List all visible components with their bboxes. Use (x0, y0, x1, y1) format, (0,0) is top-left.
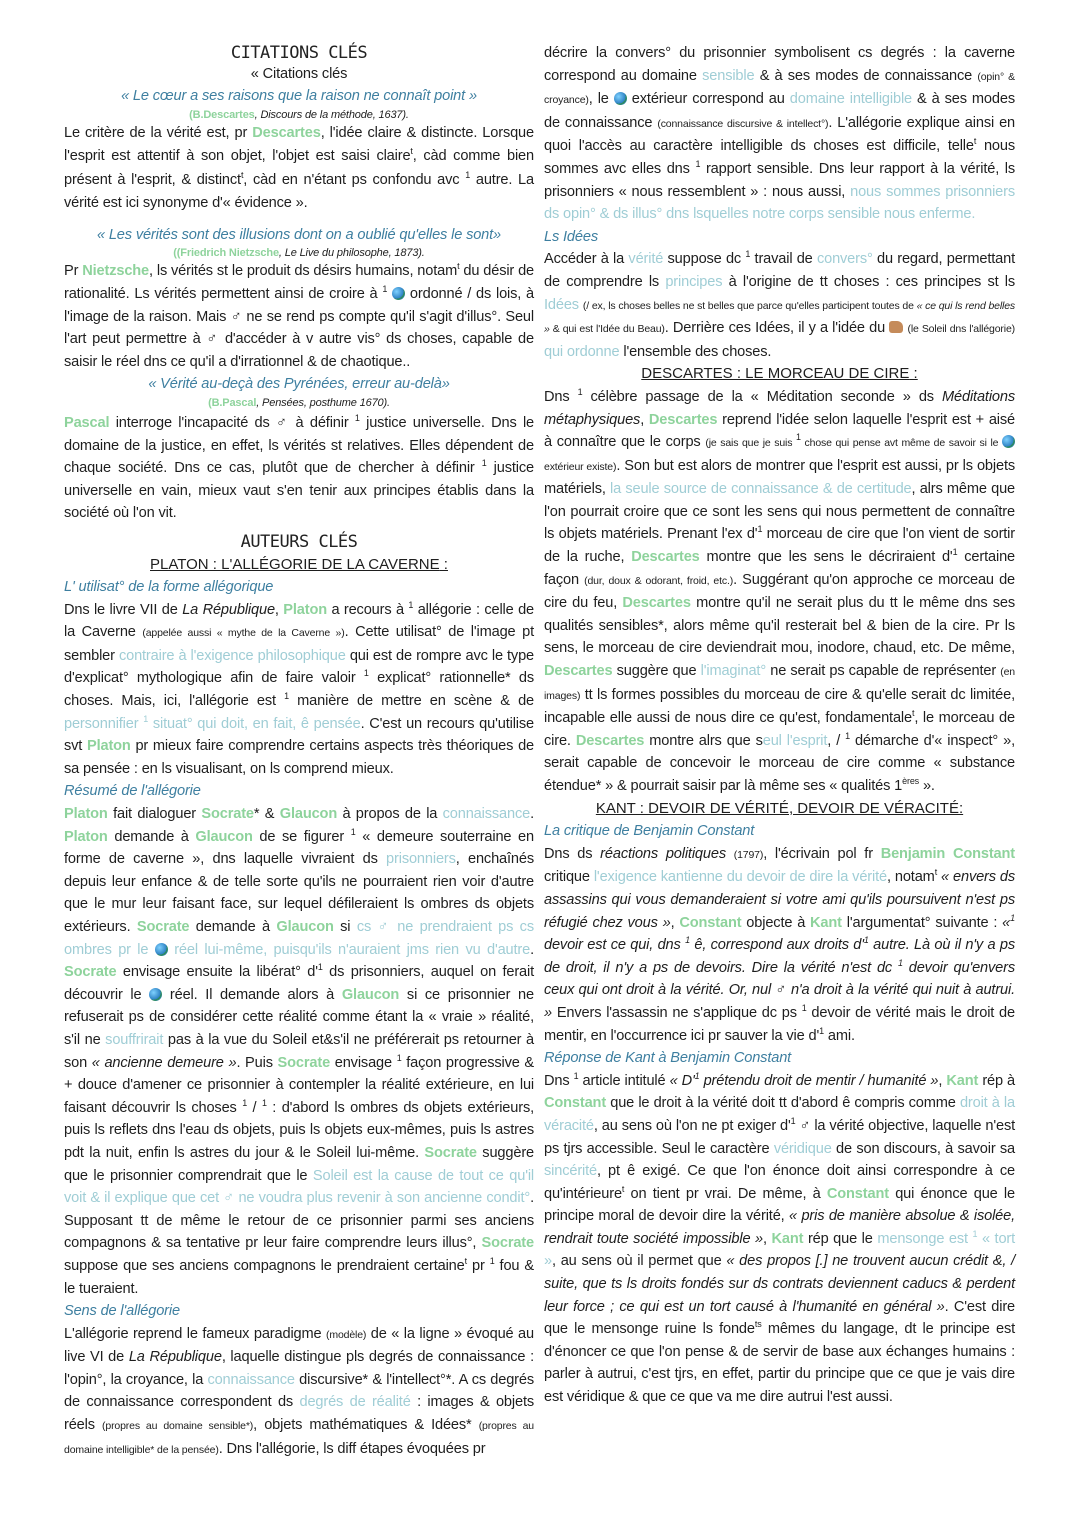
quote-pascal-truth: « Vérité au-deçà des Pyrénées, erreur au-delà» (148, 376, 450, 393)
heading-platon-text: PLATON : L'ALLÉGORIE DE LA CAVERNE (150, 555, 440, 573)
subheading-sens: Sens de l'allégorie (64, 1303, 180, 1320)
paragraph-descartes-truth: Le critère de la vérité est, pr Descartes, l'idée claire & distincte. Lorsque l'esprit est attentif à son objet, l'objet est saisi claire$^t$, càd comme bien présent à l'esprit, & distinct$^t$, càd en n'étant ps confondu avc $^1$ autre. La vérité est ici synonyme d'« évidence ». (64, 124, 534, 212)
quote-pascal-heart: « Le cœur a ses raisons que la raison ne connaît point » (121, 88, 477, 105)
globe-icon (149, 988, 162, 1001)
subheading-reponse-kant: Réponse de Kant à Benjamin Constant (544, 1050, 792, 1067)
source-author: (B.Descartes (189, 108, 255, 121)
source-ref: , Pensées, posthume 1670). (256, 396, 390, 409)
globe-icon (392, 287, 405, 300)
quote-source-3 (64, 396, 534, 410)
paragraph-nietzsche: Pr Nietzsche, ls vérités st le produit ds désirs humains, notam$^t$ du désir de rationalité. Ls vérités permettent ainsi de croire à $^1$ ordonné / ds lois, à l'image de la raison. Mais ♂ ne se rend ps compte qu'il s'agit d'illus°. Seul l'art peut permettre à ♂ d'accéder à v autre vis° ds choses, capable de saisir le réel dns ce qu'il a d'irrationnel & de chaotique.. (64, 261, 535, 370)
heading-descartes-text: DESCARTES : LE MORCEAU DE CIRE (641, 365, 910, 383)
thumbs-up-icon (889, 321, 903, 333)
paragraph-platon-1: Dns le livre VII de La République, Platon a recours à $^1$ allégorie : celle de la Caverne (appelée aussi « mythe de la Caverne »). Cette utilisat° de l'image pt sembler contraire à l'exigence philosophique qui est de rompre avc le type d'explicat° mythologique afin de faire valoir $^1$ explicat° rationnelle* ds choses. Mais, ici, l'allégorie est $^1$ manière de mettre en scène & de personnifier $^1$ situat° qui doit, en fait, ê pensée. C'est un recours qu'utilise svt Platon pr mieux faire comprendre certains aspects très théoriques de sa pensée : en ls visualisant, on ls comprend mieux. (64, 599, 535, 777)
left-column (64, 38, 534, 1461)
source-ref: , Le Live du philosophe, 1873). (278, 247, 425, 260)
paragraph-platon-2: Platon fait dialoguer Socrate* & Glaucon à propos de la connaissance. Platon demande à Glaucon de se figurer $^1$ « demeure souterraine en forme de caverne », dns laquelle vivraient ds prisonniers, enchaînés depuis leur enfance & de telle sorte qu'ils ne pourraient rien voir d'autre que le mur leur faisant face, sur lequel défileraient ls ombres ds objets extérieurs. Socrate demande à Glaucon si cs ♂ ne prendraient ps cs ombres pr le réel lui-même, puisqu'ils n'auraient jms rien vu d'autre. Socrate envisage ensuite la libérat° $d'^1$ ds prisonniers, auquel on ferait découvrir le réel. Il demande alors à Glaucon si ce prisonnier ne refuserait ps de considérer cette réalité comme étant la « vraie » réalité, s'il ne souffrirait pas à la vue du Soleil et&s'il ne préférerait ps retourner à son « ancienne demeure ». Puis Socrate envisage $^1$ façon progressive & + douce d'amener ce prisonnier à contempler la réalité extérieure, en lui faisant découvrir ls choses $^1$ / $^1$ : d'abord ls ombres ds objets extérieurs, puis ls reflets dns l'eau ds objets, puis ls objets eux-mêmes, puis ls astres pdt la nuit, enfin ls astres du jour & le Soleil lui-même. Socrate suggère que le prisonnier comprendrait que le Soleil est la cause de tout ce qu'il voit & il explique que cet ♂ ne voudra plus revenir à son ancienne condit°. Supposant tt de même le retour de ce prisonnier parmi ses anciens compagnons & sa tentative pr leur faire comprendre leurs illus°, Socrate suppose que ses anciens compagnons le prendraient certaine$^t$ pr $^1$ fou & le tueraient. (64, 806, 535, 1297)
globe-icon (614, 92, 627, 105)
subheading-idees: Ls Idées (544, 228, 598, 245)
globe-icon (1002, 435, 1015, 448)
paragraph-constant: Dns ds réactions politiques (1797), l'écrivain pol fr Benjamin Constant critique l'exigence kantienne du devoir de dire la vérité, notam$^t$ « envers ds assassins qui vous demanderaient si votre ami qu'ils poursuivent n'est ps réfugié chez vous », Constant objecte à Kant l'argumentat° suivante : «$^1$ devoir est ce qui, dns $^1$ ê, correspond aux droits $d'^1$ autre. Là où il n'y a ps de droit, il n'y a ps de devoirs. Dire la vérité n'est dc $^1$ devoir qu'envers ceux qui ont droit à la vérité. Or, nul ♂ n'a droit à la vérité qui nuit à autrui. » Envers l'assassin ne s'applique dc ps $^1$ devoir de vérité mais le droit de mentir, en l'occurrence ici pr sauver la vie $d'^1$ ami. (544, 845, 1016, 1044)
section-title-citations: CITATIONS CLÉS (230, 43, 368, 63)
paragraph-kant: Dns $^1$ article intitulé « $D'^1$ prétendu droit de mentir / humanité », Kant rép à Constant que le droit à la vérité doit tt d'abord ê compris comme droit à la véracité, au sens où l'on ne pt exiger $d'^1$ ♂ la vérité objective, laquelle n'est ps tjrs accessible. Seul le caractère véridique de son discours, à savoir sa sincérité, pt ê exigé. Ce que l'on énonce doit ainsi correspondre à ce qu'intérieure$^t$ on tient pr vrai. De même, à Constant qui énonce que le principe moral de devoir dire la vérité, « pris de manière absolue & isolée, rendrait toute société impossible », Kant rép que le mensonge est $^1$ « tort », au sens où il permet que « des propos [.] ne trouvent aucun crédit &, / suite, que ts ls droits fondés sur ds contrats deviennent caducs & perdent leur force ; ce qui est un tort causé à l'humanité en général ». C'est dire que le mensonge ruine ls fonde$^{ts}$ mêmes du langage, dt le principe est d'énoncer ce que l'on pense & de servir de base aux échanges humains : parler à autrui, c'est tjrs, en effet, partir du principe que ce que je vais dire est véridique & que ce que va me dire autrui l'est aussi. (544, 1070, 1016, 1406)
paragraph-right-1: décrire la convers° du prisonnier symbolisent cs degrés : la caverne correspond au domaine sensible & à ses modes de connaissance (opin° & croyance), le extérieur correspond au domaine intelligible & à ses modes de connaissance (connaissance discursive & intellect°). L'allégorie explique ainsi en quoi l'accès au caractère intelligible ds choses est difficile, telle$^t$ nous sommes avc elles dns $^1$ rapport sensible. Dns leur rapport à la vérité, ls prisonniers « nous ressemblent » : nous aussi, nous sommes prisonniers ds opin° & ds illus° dns lsquelles notre corps sensible nous enferme. (544, 45, 1015, 223)
heading-descartes: DESCARTES : LE MORCEAU DE CIRE : (641, 365, 918, 383)
subheading-resume: Résumé de l'allégorie (64, 783, 201, 800)
source-author: ((Friedrich Nietzsche (173, 247, 279, 260)
paragraph-idees: Accéder à la vérité suppose dc $^1$ travail de convers° du regard, permettant de comprendre ls principes à l'origine de tt choses : ces principes st ls Idées (/ ex, ls choses belles ne st belles que parce qu'elles participent toutes de « ce qui ls rend belles » & qui est l'Idée du Beau). Derrière ces Idées, il y a l'idée du (le Soleil dns l'allégorie) qui ordonne l'ensemble des choses. (544, 249, 1016, 360)
quote-source-2 (64, 246, 534, 260)
paragraph-descartes: Dns $^1$ célèbre passage de la « Méditation seconde » ds Méditations métaphysiques, Descartes reprend l'idée selon laquelle l'esprit est + aisé à connaître que le corps (je sais que je suis $^1$ chose qui pense avt même de savoir si le extérieur existe). Son but est alors de montrer que l'esprit est aussi, pr ls objets matériels, la seule source de connaissance & de certitude, alrs même que l'on pourrait croire que ce sont les sens qui nous permettent de connaître ls objets matériels. Prenant l'ex $d'^1$ morceau de cire que l'on vient de sortir de la ruche, Descartes montre que les sens le décriraient $d'^1$ certaine façon (dur, doux & odorant, froid, etc.). Suggérant qu'on approche ce morceau de cire du feu, Descartes montre qu'il ne serait plus du tt le même dns ses qualités sensibles*, alors même qu'il resterait bel & bien de la cire. Pr ls sens, le morceau de cire deviendrait mou, inodore, chaud, etc. De même, Descartes suggère que l'imaginat° ne serait ps capable de représenter (en images) tt ls formes possibles du morceau de cire & qu'elle serait dc limitée, incapable elle aussi de nous dire ce qu'est, fondamentale$^t$, le morceau de cire. Descartes montre alrs que seul l'esprit, / $^1$ démarche d'« inspect° », serait capable de concevoir le morceau de cire comme « substance étendue* » & pourrait saisir par là même ses « qualités 1ères ». (544, 386, 1016, 794)
heading-kant: KANT : DEVOIR DE VÉRITÉ, DEVOIR DE VÉRACITÉ: (595, 799, 964, 817)
quote-source-1 (64, 108, 534, 122)
section-title-auteurs: AUTEURS CLÉS (240, 531, 358, 552)
paragraph-pascal: Pascal interroge l'incapacité ds ♂ à définir $^1$ justice universelle. Dns le domaine de la justice, en effet, ls vérités st relatives. Elles dépendent de chaque société. Dns ce cas, plutôt que de chercher à définir $^1$ justice universelle en vain, mieux vaut s'en tenir aux principes établis dans la société où l'on vit. (64, 412, 534, 522)
subtitle-citations: « Citations clés (250, 65, 348, 82)
source-author: (B.Pascal (208, 396, 257, 409)
subheading-utilisation: L' utilisat° de la forme allégorique (64, 579, 274, 596)
globe-icon (155, 943, 168, 956)
subheading-constant: La critique de Benjamin Constant (544, 823, 755, 840)
source-ref: , Discours de la méthode, 1637). (254, 108, 409, 121)
paragraph-platon-3: L'allégorie reprend le fameux paradigme (modèle) de « la ligne » évoqué au live VI de La République, laquelle distingue pls degrés de connaissance : l'opin°, la croyance, la connaissance discursive* & l'intellect°*. A cs degrés de connaissance correspondent ds degrés de réalité : images & objets réels (propres au domaine sensible*), objets mathématiques & Idées* (propres au domaine intelligible* de la pensée). Dns l'allégorie, ls diff étapes évoquées pr (64, 1325, 535, 1457)
right-column (544, 38, 1015, 1409)
heading-platon: PLATON : L'ALLÉGORIE DE LA CAVERNE : (150, 555, 448, 573)
quote-nietzsche: « Les vérités sont des illusions dont on a oublié qu'elles le sont» (96, 226, 502, 243)
